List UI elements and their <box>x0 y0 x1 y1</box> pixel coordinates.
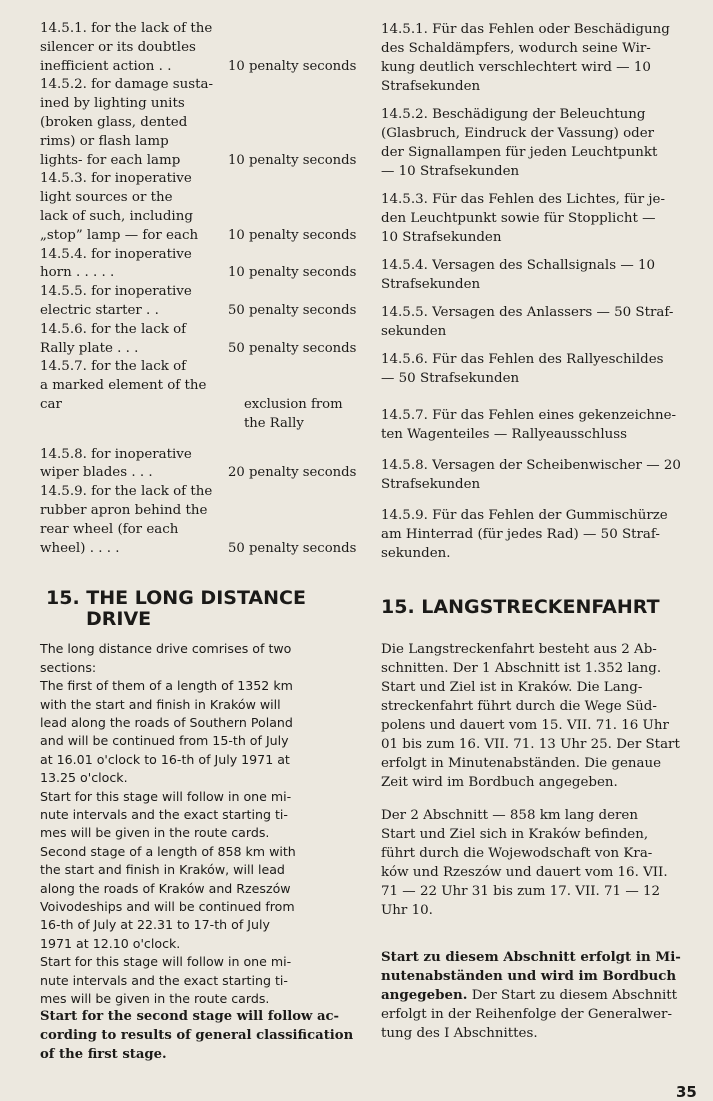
text-line: 14.5.1. Für das Fehlen oder Beschädigung <box>381 22 670 37</box>
text-line: 14.5.4. Versagen des Schallsignals — 10 <box>381 258 656 273</box>
penalty-value: 10 penalty seconds <box>228 265 357 281</box>
penalty-row <box>40 170 368 245</box>
text-line: 14.5.7. for the lack of <box>40 359 187 375</box>
text-line: lights- for each lamp <box>40 152 181 168</box>
penalty-row <box>40 283 368 321</box>
penalty-description <box>40 358 228 414</box>
text-line: The first of them of a length of 1352 km <box>40 678 293 694</box>
text-line: Start for this stage will follow in one mi- <box>40 788 292 804</box>
text-line: ków und Rzeszów und dauert vom 16. VII. <box>381 865 668 880</box>
text-line: Start zu diesem Abschnitt erfolgt in Mi- <box>381 949 681 965</box>
section-paragraph-de <box>381 640 701 792</box>
text-line: The long distance drive comrises of two <box>40 641 292 657</box>
text-fragment: Der Start zu diesem Abschnitt <box>467 988 677 1003</box>
penalty-paragraph-de <box>381 303 701 341</box>
penalty-description <box>40 446 228 484</box>
penalty-row <box>40 76 368 170</box>
english-column <box>40 20 368 1065</box>
text-line: sections: <box>40 659 97 675</box>
text-line: (Glasbruch, Eindruck der Vassung) oder <box>381 126 655 141</box>
penalty-description <box>40 283 228 321</box>
text-line: 14.5.2. Beschädigung der Beleuchtung <box>381 107 646 122</box>
penalty-paragraph-de <box>381 406 701 444</box>
text-line: and will be continued from 15-th of July <box>40 733 289 749</box>
penalty-value: 20 penalty seconds <box>228 465 357 481</box>
penalty-value: exclusion from the Rally <box>244 396 343 431</box>
text-line: a marked element of the <box>40 378 207 394</box>
text-line: erfolgt in der Reihenfolge der Generalwer- <box>381 1007 672 1022</box>
text-line: sekunden. <box>381 546 451 561</box>
text-line: horn . . . . . <box>40 265 115 281</box>
section-paragraph-de <box>381 806 701 920</box>
text-line: rims) or flash lamp <box>40 133 169 149</box>
section-heading-de <box>381 597 701 618</box>
text-line: at 16.01 o'clock to 16-th of July 1971 at <box>40 751 290 767</box>
text-line: silencer or its doubtles <box>40 39 196 55</box>
text-line: ten Wagenteiles — Rallyeausschluss <box>381 427 628 442</box>
text-line: Start und Ziel sich in Kraków befinden, <box>381 827 649 842</box>
text-line: streckenfahrt führt durch die Wege Süd- <box>381 699 657 714</box>
text-line: den Leuchtpunkt sowie für Stopplicht — <box>381 211 656 226</box>
text-line: 14.5.6. for the lack of <box>40 321 187 337</box>
text-line: erfolgt in Minutenabständen. Die genaue <box>381 756 662 771</box>
text-line: — 10 Strafsekunden <box>381 164 520 179</box>
text-line: polens und dauert vom 15. VII. 71. 16 Uhr <box>381 718 669 733</box>
penalty-value: 50 penalty seconds <box>228 340 357 356</box>
section-body-en <box>40 640 368 1008</box>
text-line: — 50 Strafsekunden <box>381 371 520 386</box>
text-line: nute intervals and the exact starting ti- <box>40 806 288 822</box>
penalty-row <box>40 246 368 284</box>
text-line: Voivodeships and will be continued from <box>40 899 295 914</box>
text-line: Strafsekunden <box>381 477 481 492</box>
penalty-paragraph-de <box>381 190 701 247</box>
text-line: 14.5.5. Versagen des Anlassers — 50 Straf- <box>381 305 674 320</box>
text-line: führt durch die Wojewodschaft von Kra- <box>381 846 653 861</box>
text-line: car <box>40 396 62 412</box>
heading-line: DRIVE <box>86 608 152 631</box>
text-line: des Schaldämpfers, wodurch seine Wir- <box>381 41 651 56</box>
text-line: 16-th of July at 22.31 to 17-th of July <box>40 917 270 933</box>
text-line: kung deutlich verschlechtert wird — 10 <box>381 60 651 75</box>
section-paragraph-de <box>381 948 701 1043</box>
text-line: Start for this stage will follow in one mi- <box>40 954 292 970</box>
text-line: der Signallampen für jeden Leuchtpunkt <box>381 145 658 160</box>
penalty-paragraph-de <box>381 256 701 294</box>
text-line: the start and finish in Kraków, will lead <box>40 862 285 878</box>
text-line: mes will be given in the route cards. <box>40 825 270 841</box>
text-line: Zeit wird im Bordbuch angegeben. <box>381 775 618 790</box>
penalty-list-en <box>40 20 368 558</box>
text-line: 1971 at 12.10 o'clock. <box>40 935 181 951</box>
text-line: lack of such, including <box>40 208 193 224</box>
text-line: 71 — 22 Uhr 31 bis zum 17. VII. 71 — 12 <box>381 884 661 899</box>
penalty-value: 50 penalty seconds <box>228 302 357 318</box>
text-line: 14.5.3. Für das Fehlen des Lichtes, für je- <box>381 192 666 207</box>
text-line: nute intervals and the exact starting ti- <box>40 972 288 988</box>
text-line <box>381 986 701 1005</box>
penalty-description <box>40 170 228 245</box>
penalty-description <box>40 20 228 76</box>
text-line: Rally plate . . . <box>40 340 139 356</box>
penalty-row <box>40 358 368 433</box>
text-line: 14.5.9. for the lack of the <box>40 484 213 500</box>
text-line: inefficient action . . <box>40 58 172 74</box>
text-line: 13.25 o'clock. <box>40 770 128 786</box>
penalty-paragraph-de <box>381 456 701 494</box>
text-line: lead along the roads of Southern Poland <box>40 714 293 730</box>
text-line: 10 Strafsekunden <box>381 230 502 245</box>
text-line: rear wheel (for each <box>40 521 179 537</box>
text-line: am Hinterrad (für jedes Rad) — 50 Straf- <box>381 527 660 542</box>
text-line: Start for the second stage will follow ac- <box>40 1009 340 1025</box>
text-line: 14.5.3. for inoperative <box>40 171 192 187</box>
bold-fragment: angegeben. <box>381 987 468 1003</box>
text-line: 14.5.7. Für das Fehlen eines gekenzeichne- <box>381 408 677 423</box>
text-line: Second stage of a length of 858 km with <box>40 843 296 859</box>
text-line: wiper blades . . . <box>40 465 153 481</box>
text-line: 14.5.4. for inoperative <box>40 246 192 262</box>
penalty-description <box>40 76 228 170</box>
text-line: tung des I Abschnittes. <box>381 1026 538 1041</box>
text-line: along the roads of Kraków and Rzeszów <box>40 880 291 896</box>
text-line: mes will be given in the route cards. <box>40 991 270 1007</box>
penalty-value: 50 penalty seconds <box>228 540 357 556</box>
penalty-paragraph-de <box>381 20 701 96</box>
penalty-description <box>40 321 228 359</box>
text-line: electric starter . . <box>40 302 159 318</box>
german-column <box>381 20 701 1052</box>
text-line: 14.5.5. for inoperative <box>40 284 192 300</box>
penalty-paragraph-de <box>381 506 701 563</box>
penalty-row <box>40 20 368 76</box>
text-line: Uhr 10. <box>381 903 433 918</box>
text-line: Strafsekunden <box>381 277 481 292</box>
penalty-description <box>40 483 228 558</box>
section-bold-note-en <box>40 1008 368 1064</box>
text-line: 14.5.2. for damage susta- <box>40 77 214 93</box>
penalty-value: 10 penalty seconds <box>228 227 357 243</box>
text-line: Strafsekunden <box>381 79 481 94</box>
text-line: Die Langstreckenfahrt besteht aus 2 Ab- <box>381 642 657 657</box>
text-line: „stop” lamp — for each <box>40 227 199 243</box>
section-heading-en <box>46 588 368 630</box>
text-line: schnitten. Der 1 Abschnitt ist 1.352 lang. <box>381 661 662 676</box>
text-line: 14.5.8. for inoperative <box>40 446 192 462</box>
text-line: Start und Ziel ist in Kraków. Die Lang- <box>381 680 643 695</box>
text-line: wheel) . . . . <box>40 540 120 556</box>
text-line: ined by lighting units <box>40 96 185 112</box>
text-line: 14.5.8. Versagen der Scheibenwischer — 20 <box>381 458 681 473</box>
text-line: rubber apron behind the <box>40 502 208 518</box>
penalty-value: 10 penalty seconds <box>228 58 357 74</box>
text-line: (broken glass, dented <box>40 114 188 130</box>
text-line: with the start and finish in Kraków will <box>40 696 281 712</box>
penalty-value: 10 penalty seconds <box>228 152 357 168</box>
penalty-row <box>40 483 368 558</box>
text-line: sekunden <box>381 324 447 339</box>
heading-line: 15. THE LONG DISTANCE <box>46 587 306 610</box>
text-line: 01 bis zum 16. VII. 71. 13 Uhr 25. Der Start <box>381 737 680 752</box>
text-line: of the first stage. <box>40 1047 167 1063</box>
penalty-row <box>40 321 368 359</box>
penalty-row <box>40 446 368 484</box>
text-line: 14.5.1. for the lack of the <box>40 21 213 36</box>
text-line: Der 2 Abschnitt — 858 km lang deren <box>381 808 638 823</box>
text-line: nutenabständen und wird im Bordbuch <box>381 968 677 984</box>
page-number: 35 <box>676 1083 697 1101</box>
text-line: light sources or the <box>40 190 173 206</box>
text-line: 14.5.9. Für das Fehlen der Gummischürze <box>381 508 668 523</box>
text-line: 14.5.6. Für das Fehlen des Rallyeschildes <box>381 352 664 367</box>
penalty-paragraph-de <box>381 105 701 181</box>
text-line: cording to results of general classification <box>40 1028 354 1044</box>
penalty-paragraph-de <box>381 350 701 388</box>
penalty-description <box>40 246 228 284</box>
heading-line: 15. LANGSTRECKENFAHRT <box>381 596 660 618</box>
